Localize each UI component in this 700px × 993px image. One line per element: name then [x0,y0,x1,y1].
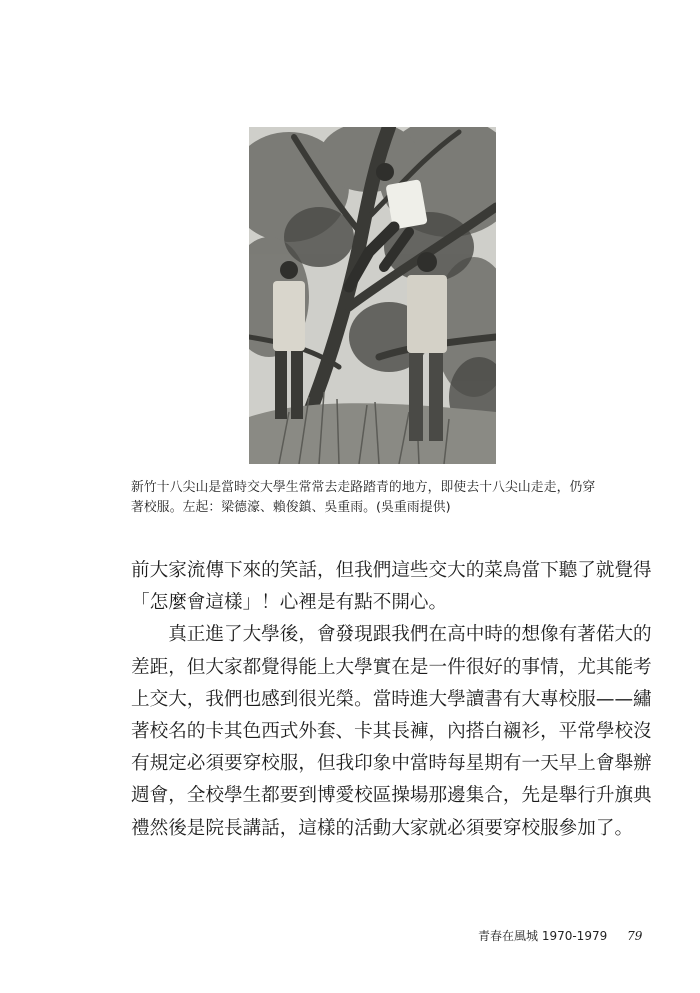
body-line: 前大家流傳下來的笑話，但我們這些交大的菜鳥當下聽了就覺得 [131,560,652,581]
body-line: 真正進了大學後，會發現跟我們在高中時的想像有著偌大的 [131,624,652,646]
photo-caption [131,478,639,518]
body-line: 有規定必須要穿校服，但我印象中當時每星期有一天早上會舉辦 [131,753,652,775]
caption-line-1: 新竹十八尖山是當時交大學生常常去走路踏青的地方，即使去十八尖山走走，仍穿 [131,480,596,495]
caption-line-2: 著校服。左起：梁德濠、賴俊鎮、吳重雨。(吳重雨提供) [131,500,451,515]
body-line: 「怎麼會這樣」！心裡是有點不開心。 [131,592,448,614]
page-number: 79 [627,929,643,943]
body-line: 著校名的卡其色西式外套、卡其長褲，內搭白襯衫，平常學校沒 [131,721,652,743]
page-footer [478,927,642,944]
body-line: 禮然後是院長講話，這樣的活動大家就必須要穿校服參加了。 [131,817,634,839]
photo-three-students-in-tree [249,127,496,464]
running-title: 青春在風城 1970-1979 [478,929,608,943]
body-line: 差距，但大家都覺得能上大學實在是一件很好的事情，尤其能考 [131,656,652,678]
body-line: 上交大，我們也感到很光榮。當時進大學讀書有大專校服——繡 [131,688,652,710]
body-text [131,555,652,845]
body-line: 週會，全校學生都要到博愛校區操場那邊集合，先是舉行升旗典 [131,785,652,807]
